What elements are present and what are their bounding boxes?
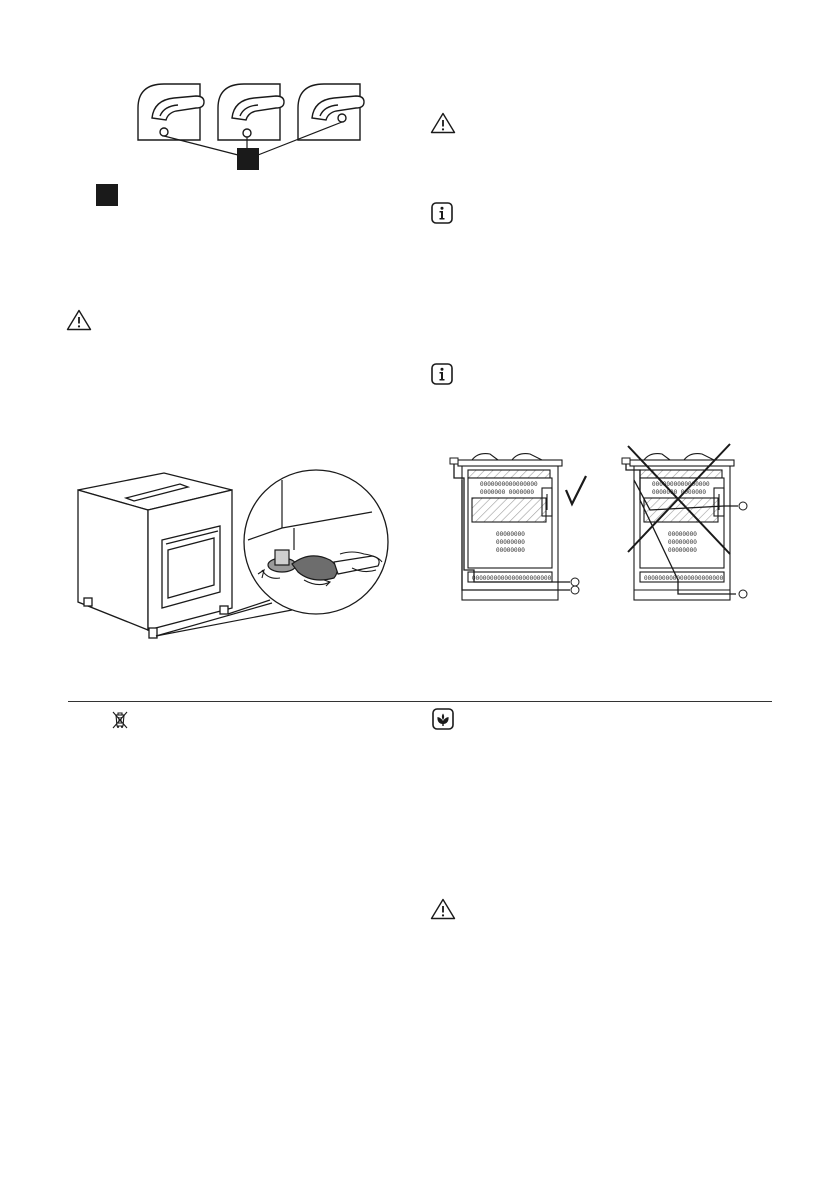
warning-triangle-icon	[430, 898, 456, 920]
legend-marker	[96, 184, 118, 206]
svg-text:00000000: 00000000	[668, 531, 697, 538]
cable-routing-illustration	[438, 440, 768, 610]
svg-text:0000000000000000000000: 0000000000000000000000	[472, 575, 552, 582]
svg-text:00000000: 00000000	[496, 531, 525, 538]
svg-text:00000000: 00000000	[496, 539, 525, 546]
svg-text:0000000000000000: 0000000000000000	[652, 481, 710, 488]
cooker-leveling-drawing	[72, 470, 402, 650]
check-mark-icon	[566, 476, 586, 504]
environment-icon	[432, 708, 454, 730]
gas-knob-illustration	[130, 78, 370, 178]
svg-text:00000000: 00000000	[496, 547, 525, 554]
warning-triangle-icon	[430, 112, 456, 134]
svg-text:0000000 0000000: 0000000 0000000	[480, 489, 535, 496]
svg-text:00000000: 00000000	[668, 539, 697, 546]
svg-text:00000000: 00000000	[668, 547, 697, 554]
info-icon	[431, 202, 453, 224]
warning-triangle-icon	[66, 309, 92, 331]
gas-knob-drawing	[130, 78, 370, 178]
svg-text:0000000000000000: 0000000000000000	[480, 481, 538, 488]
svg-text:0000000 0000000: 0000000 0000000	[652, 489, 707, 496]
section-divider	[68, 701, 772, 702]
cooker-leveling-illustration	[72, 470, 402, 650]
svg-text:0000000000000000000000: 0000000000000000000000	[644, 575, 724, 582]
info-icon	[431, 363, 453, 385]
crossed-out-bin-icon	[112, 710, 128, 730]
cable-routing-drawing	[438, 440, 768, 610]
